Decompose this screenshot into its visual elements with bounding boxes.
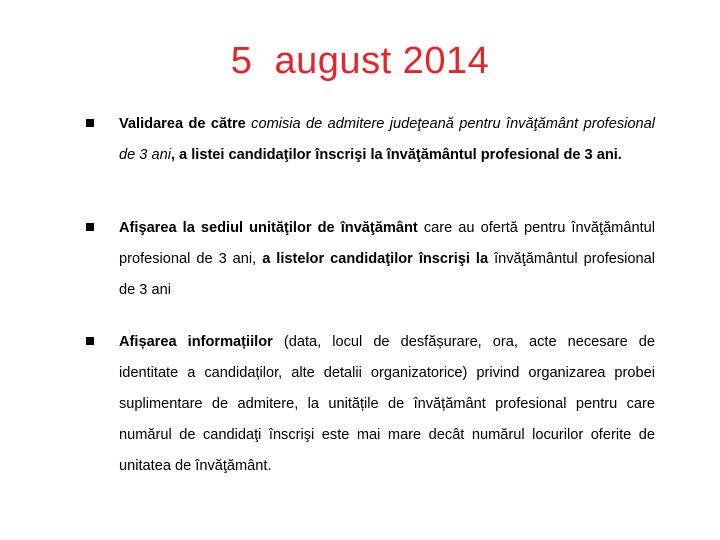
- list-item-text: [119, 213, 655, 306]
- page-title: 5 august 2014: [230, 40, 490, 82]
- text-segment: învăţământul profesional de 3 ani: [119, 251, 655, 298]
- list-item-text: [119, 327, 655, 482]
- text-segment: a listelor candidaţilor înscrişi la: [262, 251, 495, 267]
- square-bullet-icon: [86, 337, 94, 345]
- text-segment: , a listei candidaţilor înscrişi la învăţământul profesional de 3 ani.: [170, 147, 622, 163]
- list-item-text: [119, 109, 655, 171]
- text-segment: Validarea de către: [119, 116, 252, 132]
- text-segment: Afişarea la sediul unităţilor de învăţământ: [119, 220, 424, 236]
- square-bullet-icon: [86, 119, 94, 127]
- square-bullet-icon: [86, 223, 94, 231]
- text-segment: care au ofertă pentru învăţământul profesional de 3 ani,: [119, 220, 655, 267]
- text-segment: (data, locul de desfășurare, ora, acte necesare de identitate a candidaților, alte detalii organizatorice) privind organizarea probei suplimentare de admitere, la unitățile de învățământ profesional pentru care numărul de candidaţi înscrişi este mai mare decât numărul locurilor oferite de unitatea de învăţământ.: [119, 334, 655, 474]
- text-segment: comisia de admitere judeţeană pentru învăţământ profesional de 3 ani: [119, 116, 655, 163]
- text-segment: Afișarea informațiilor: [119, 334, 284, 350]
